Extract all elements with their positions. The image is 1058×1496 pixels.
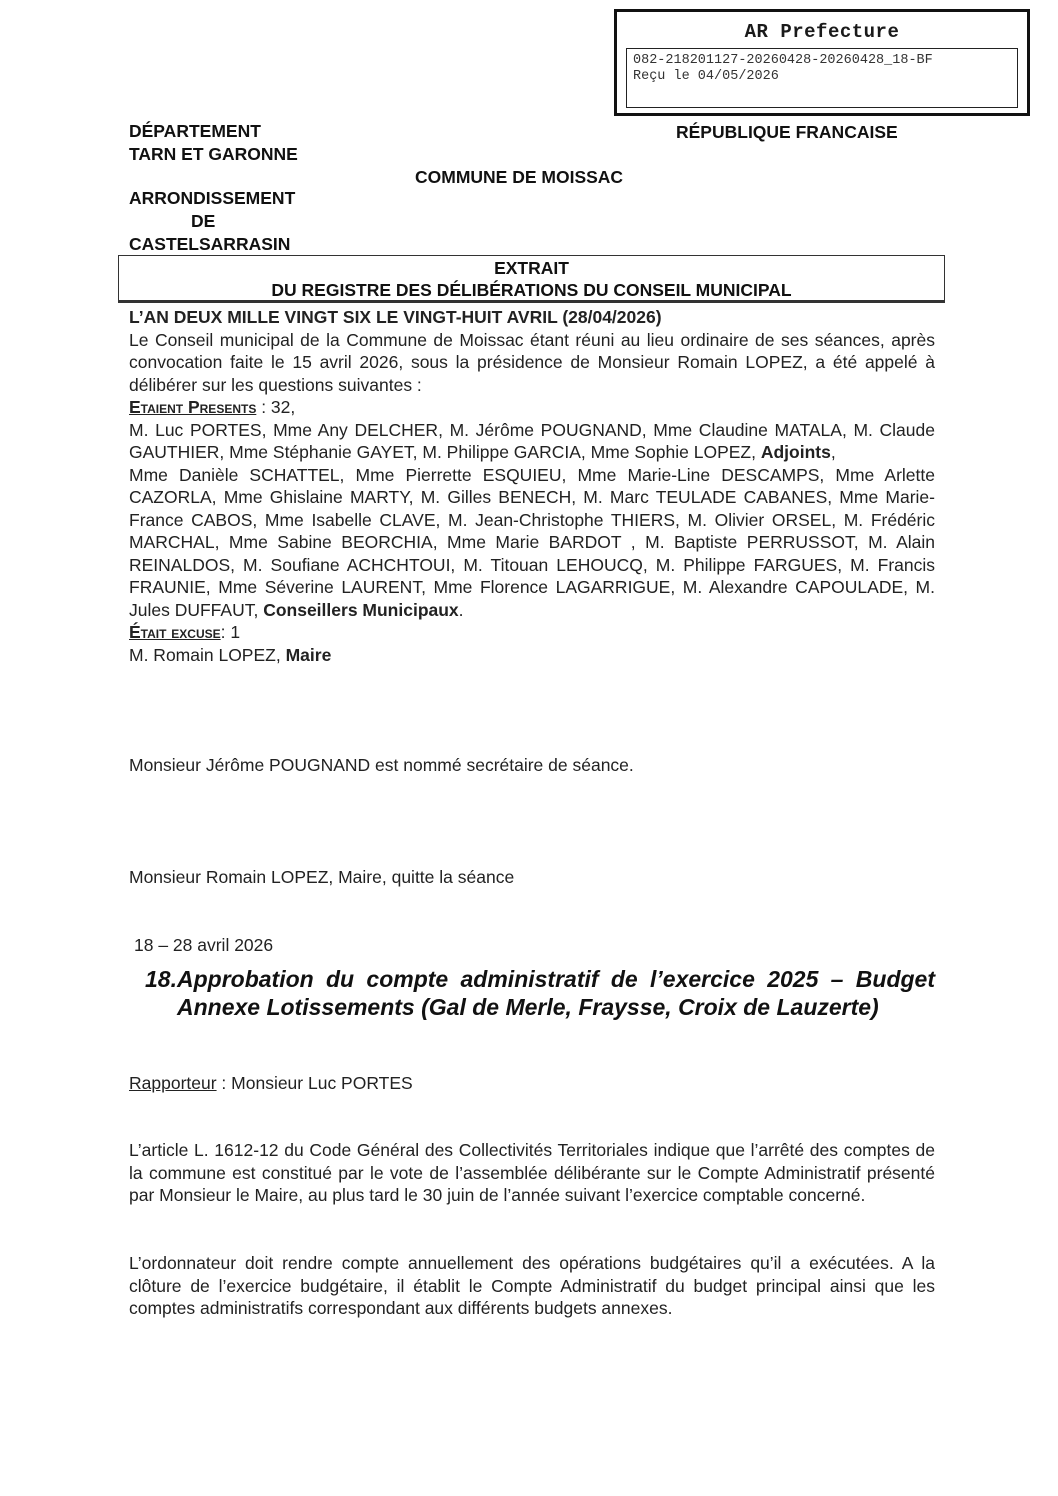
paragraph-article: L’article L. 1612-12 du Code Général des Collectivités Territoriales indique que l’arrêté des comptes de la commune est constitué par le vote de l’assemblée délibérante sur le Compte Administratif présenté par Monsieur le Maire, au plus tard le 30 juin de l’année suivant l’exercice comptable concerné. bbox=[129, 1140, 935, 1205]
stamp-title: AR Prefecture bbox=[744, 21, 900, 43]
conseillers-names: Mme Danièle SCHATTEL, Mme Pierrette ESQUIEU, Mme Marie-Line DESCAMPS, Mme Arlette CAZORLA, Mme Ghislaine MARTY, M. Gilles BENECH, M. Marc TEULADE CABANES, Mme Marie-France CABOS, Mme Isabelle CLAVE, M. Jean-Christophe THIERS, M. Olivier ORSEL, M. Frédéric MARCHAL, Mme Sabine BEORCHIA, Mme Marie BARDOT , M. Baptiste PERRUSSOT, M. Alain REINALDOS, M. Soufiane ACHCHTOUI, M. Titouan LEHOUCQ, M. Philippe FARGUES, M. Francis FRAUNIE, Mme Séverine LAURENT, Mme Florence LAGARRIGUE, M. Alexandre CAPOULADE, M. Jules DUFFAUT, bbox=[129, 464, 935, 620]
conseillers-punct: . bbox=[458, 599, 464, 620]
rapporteur-line bbox=[129, 1072, 935, 1095]
stamp-received-date: Reçu le 04/05/2026 bbox=[633, 69, 779, 84]
adjoints-names: M. Luc PORTES, Mme Any DELCHER, M. Jérôme POUGNAND, Mme Claudine MATALA, M. Claude GAUTHIER, Mme Stéphanie GAYET, M. Philippe GARCIA, Mme Sophie LOPEZ, bbox=[129, 419, 935, 462]
stamp-reference-number: 082-218201127-20260428-20260428_18-BF bbox=[633, 53, 933, 68]
excuse-name: M. Romain LOPEZ, bbox=[129, 644, 281, 665]
mayor-leaves-line: Monsieur Romain LOPEZ, Maire, quitte la séance bbox=[129, 867, 515, 887]
secretary-line: Monsieur Jérôme POUGNAND est nommé secrétaire de séance. bbox=[129, 755, 634, 775]
extrait-subtitle: DU REGISTRE DES DÉLIBÉRATIONS DU CONSEIL MUNICIPAL bbox=[271, 280, 792, 300]
adjoints-paragraph bbox=[129, 419, 935, 464]
conseillers-label: Conseillers Municipaux bbox=[263, 599, 459, 620]
paragraph-ordonnateur: L’ordonnateur doit rendre compte annuellement des opérations budgétaires qu’il a exécutées. A la clôture de l’exercice budgétaire, il établit le Compte Administratif du budget principal ainsi que les comptes administratifs correspondant aux différents budgets annexes. bbox=[129, 1253, 935, 1318]
extrait-title: EXTRAIT bbox=[494, 258, 569, 278]
deliberation-reference: 18 – 28 avril 2026 bbox=[134, 935, 274, 955]
rapporteur-value: : Monsieur Luc PORTES bbox=[216, 1073, 413, 1093]
excuse-line bbox=[129, 644, 935, 667]
excuse-count: : 1 bbox=[220, 622, 241, 642]
excuse-role: Maire bbox=[285, 644, 332, 665]
excuse-label: Était excuse bbox=[129, 622, 221, 642]
present-label: Etaient Presents bbox=[129, 397, 257, 417]
session-section bbox=[129, 306, 935, 666]
arrondissement-name: CASTELSARRASIN bbox=[129, 234, 291, 254]
adjoints-punct: , bbox=[830, 442, 836, 462]
stamp-reference-box bbox=[626, 48, 1018, 108]
deliberation-title-block bbox=[145, 965, 935, 1021]
deliberation-title: Approbation du compte administratif de l’exercice 2025 – Budget Annexe Lotissements (Gal de Merle, Fraysse, Croix de Lauzerte) bbox=[176, 966, 935, 1020]
adjoints-label: Adjoints bbox=[760, 442, 831, 462]
session-intro: Le Conseil municipal de la Commune de Moissac étant réuni au lieu ordinaire de ses séances, après convocation faite le 15 avril 2026, sous la présidence de Monsieur Romain LOPEZ, a été appelé à délibérer sur les questions suivantes : bbox=[129, 329, 935, 395]
present-heading bbox=[129, 396, 935, 419]
department-name: TARN ET GARONNE bbox=[129, 144, 298, 164]
republic-label: RÉPUBLIQUE FRANCAISE bbox=[676, 122, 898, 142]
present-count: : 32, bbox=[256, 397, 296, 417]
extrait-box bbox=[118, 255, 945, 303]
rapporteur-label: Rapporteur bbox=[129, 1073, 217, 1093]
excuse-heading bbox=[129, 621, 935, 644]
prefecture-stamp bbox=[614, 9, 1030, 116]
department-label: DÉPARTEMENT bbox=[129, 121, 261, 141]
commune-name: COMMUNE DE MOISSAC bbox=[415, 167, 624, 187]
arrondissement-block bbox=[129, 187, 295, 256]
arrondissement-de: DE bbox=[191, 211, 216, 231]
session-date: L’AN DEUX MILLE VINGT SIX LE VINGT-HUIT AVRIL (28/04/2026) bbox=[129, 307, 662, 327]
arrondissement-label: ARRONDISSEMENT bbox=[129, 188, 296, 208]
department-block bbox=[129, 120, 298, 166]
deliberation-number: 18. bbox=[145, 966, 177, 992]
conseillers-paragraph bbox=[129, 464, 935, 622]
